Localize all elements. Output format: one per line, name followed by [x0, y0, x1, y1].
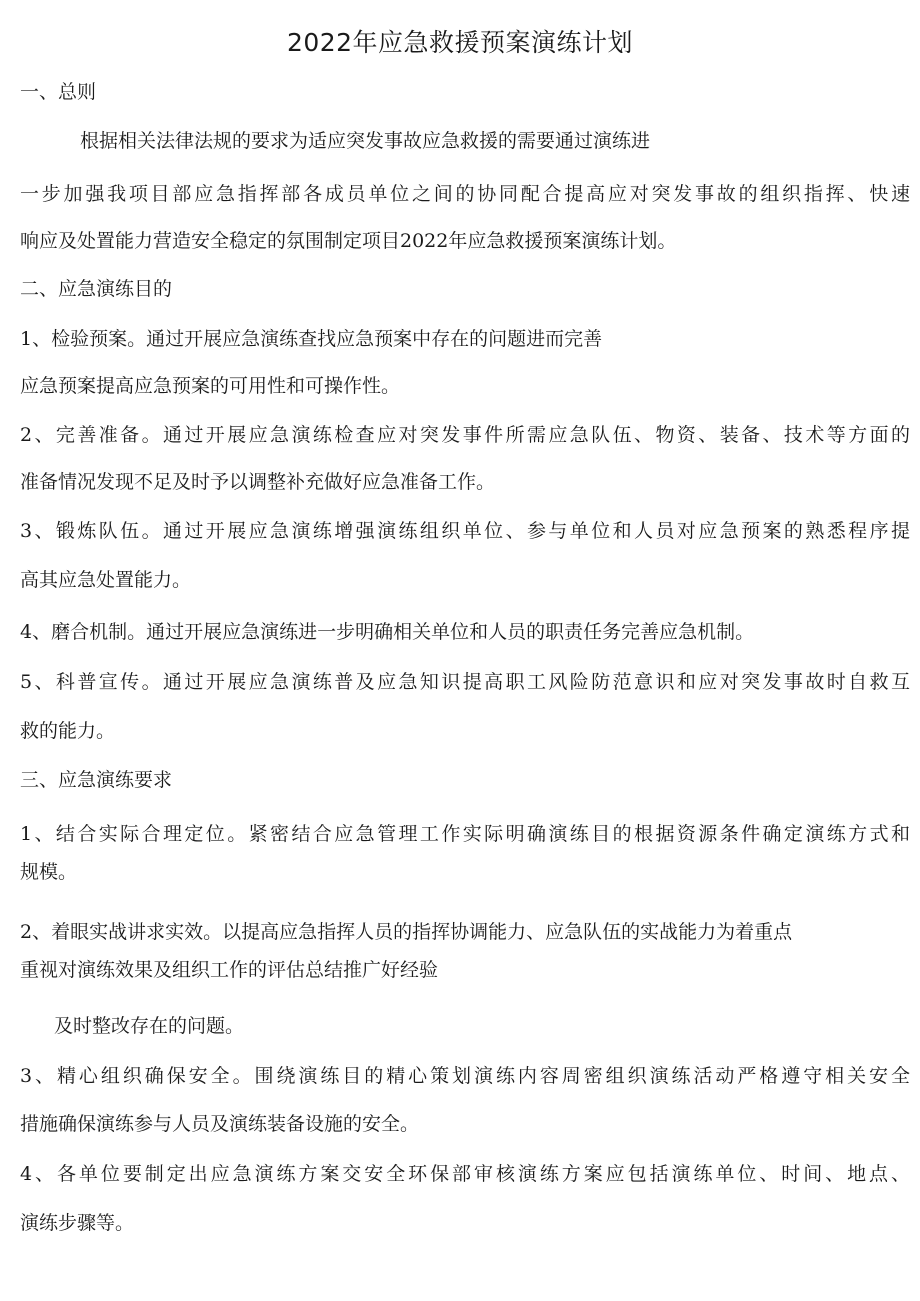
paragraph-line: 一步加强我项目部应急指挥部各成员单位之间的协同配合提高应对突发事故的组织指挥、快速 — [20, 183, 910, 205]
list-item-line: 4、磨合机制。通过开展应急演练进一步明确相关单位和人员的职责任务完善应急机制。 — [20, 621, 755, 643]
list-item-line: 3、锻炼队伍。通过开展应急演练增强演练组织单位、参与单位和人员对应急预案的熟悉程序提 — [20, 520, 910, 542]
paragraph-line: 响应及处置能力营造安全稳定的氛围制定项目2022年应急救援预案演练计划。 — [20, 230, 677, 252]
section-heading-general: 一、总则 — [20, 81, 97, 103]
list-item-line: 4、各单位要制定出应急演练方案交安全环保部审核演练方案应包括演练单位、时间、地点、 — [20, 1163, 910, 1185]
list-item-line: 准备情况发现不足及时予以调整补充做好应急准备工作。 — [20, 471, 496, 493]
list-item-line: 5、科普宣传。通过开展应急演练普及应急知识提高职工风险防范意识和应对突发事故时自救互 — [20, 671, 910, 693]
list-item-line: 3、精心组织确保安全。围绕演练目的精心策划演练内容周密组织演练活动严格遵守相关安全 — [20, 1065, 910, 1087]
document-title: 2022年应急救援预案演练计划 — [286, 28, 634, 57]
paragraph-line: 根据相关法律法规的要求为适应突发事故应急救援的需要通过演练进 — [80, 130, 651, 152]
section-heading-requirements: 三、应急演练要求 — [20, 769, 173, 791]
list-item-line: 救的能力。 — [20, 720, 116, 742]
list-item-line: 重视对演练效果及组织工作的评估总结推广好经验 — [20, 959, 439, 981]
list-item-line: 2、着眼实战讲求实效。以提高应急指挥人员的指挥协调能力、应急队伍的实战能力为着重点 — [20, 921, 793, 943]
list-item-line: 及时整改存在的问题。 — [54, 1015, 245, 1037]
list-item-line: 规模。 — [20, 861, 78, 883]
list-item-line: 应急预案提高应急预案的可用性和可操作性。 — [20, 375, 401, 397]
list-item-line: 措施确保演练参与人员及演练装备设施的安全。 — [20, 1113, 420, 1135]
list-item-line: 演练步骤等。 — [20, 1212, 135, 1234]
list-item-line: 1、检验预案。通过开展应急演练查找应急预案中存在的问题进而完善 — [20, 328, 603, 350]
list-item-line: 高其应急处置能力。 — [20, 569, 192, 591]
section-heading-purpose: 二、应急演练目的 — [20, 278, 173, 300]
list-item-line: 2、完善准备。通过开展应急演练检查应对突发事件所需应急队伍、物资、装备、技术等方面的 — [20, 424, 910, 446]
list-item-line: 1、结合实际合理定位。紧密结合应急管理工作实际明确演练目的根据资源条件确定演练方式和 — [20, 823, 910, 845]
